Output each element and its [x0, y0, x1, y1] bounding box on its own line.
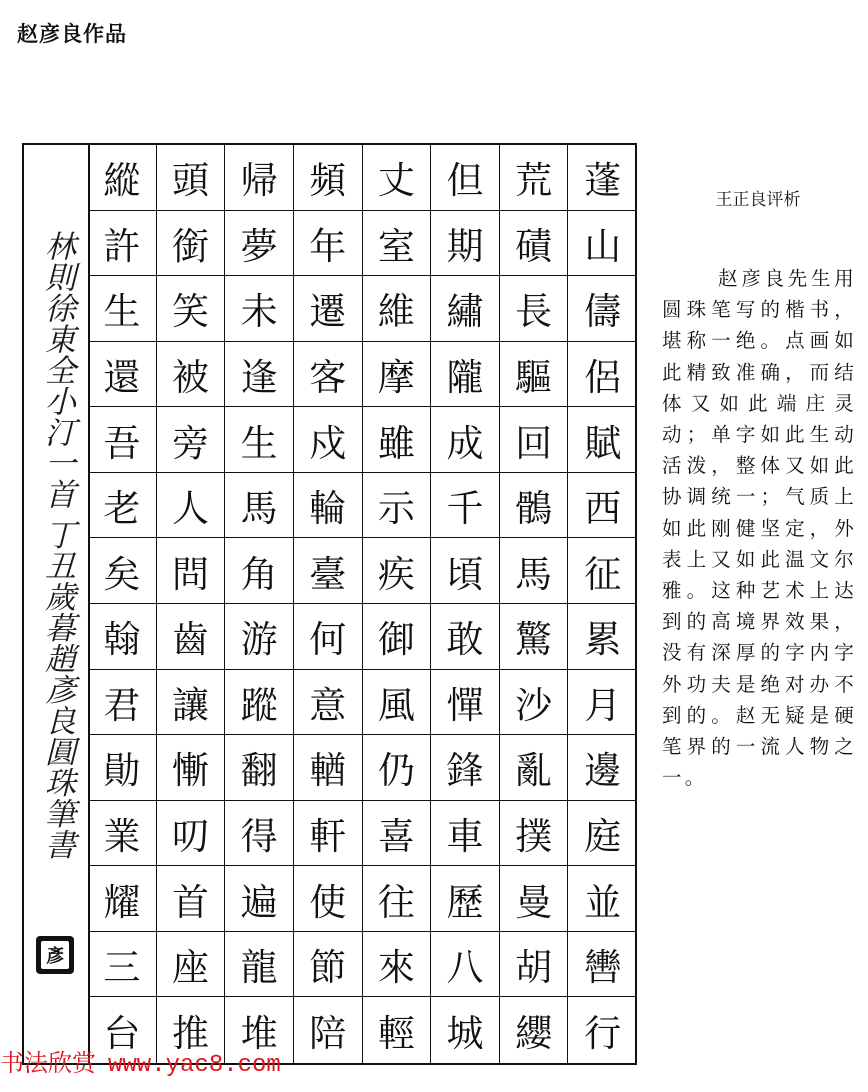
grid-cell: 城 — [431, 997, 500, 1063]
grid-cell: 轡 — [568, 932, 637, 998]
grid-cell: 推 — [157, 997, 226, 1063]
grid-cell: 馬 — [225, 473, 294, 539]
grid-cell: 未 — [225, 276, 294, 342]
grid-cell: 來 — [363, 932, 432, 998]
grid-cell: 邊 — [568, 735, 637, 801]
grid-cell: 遍 — [225, 866, 294, 932]
grid-cell: 鶻 — [500, 473, 569, 539]
grid-cell: 問 — [157, 538, 226, 604]
grid-cell: 耀 — [88, 866, 157, 932]
grid-cell: 賦 — [568, 407, 637, 473]
grid-cell: 業 — [88, 801, 157, 867]
grid-cell: 儔 — [568, 276, 637, 342]
grid-cell: 曼 — [500, 866, 569, 932]
grid-cell: 縱 — [88, 145, 157, 211]
grid-cell: 使 — [294, 866, 363, 932]
inscription-column — [24, 145, 90, 1063]
grid-cell: 繡 — [431, 276, 500, 342]
grid-cell: 矣 — [88, 538, 157, 604]
grid-cell: 山 — [568, 211, 637, 277]
grid-cell: 翻 — [225, 735, 294, 801]
grid-cell: 夢 — [225, 211, 294, 277]
watermark — [0, 1043, 281, 1079]
grid-cell: 期 — [431, 211, 500, 277]
grid-cell: 纓 — [500, 997, 569, 1063]
grid-cell: 疾 — [363, 538, 432, 604]
grid-cell: 座 — [157, 932, 226, 998]
grid-cell: 翰 — [88, 604, 157, 670]
watermark-text: 书法欣赏 — [0, 1049, 96, 1077]
grid-cell: 頃 — [431, 538, 500, 604]
grid-cell: 磧 — [500, 211, 569, 277]
grid-cell: 軒 — [294, 801, 363, 867]
grid-cell: 勛 — [88, 735, 157, 801]
grid-cell: 首 — [157, 866, 226, 932]
commentary-body: 赵彦良先生用圆珠笔写的楷书，堪称一绝。点画如此精致准确，而结体又如此端庄灵动；单字如此生动活泼，整体又如此协调统一；气质上如此刚健坚定，外表上又如此温文尔雅。这种艺术上达到的高境界效果，没有深厚的字内字外功夫是绝对办不到的。赵无疑是硬笔界的一流人物之一。 — [662, 267, 857, 790]
grid-cell: 摩 — [363, 342, 432, 408]
character-grid — [88, 145, 637, 1063]
grid-cell: 旁 — [157, 407, 226, 473]
grid-cell: 回 — [500, 407, 569, 473]
grid-cell: 君 — [88, 670, 157, 736]
grid-cell: 八 — [431, 932, 500, 998]
grid-cell: 叨 — [157, 801, 226, 867]
grid-cell: 庭 — [568, 801, 637, 867]
grid-cell: 雖 — [363, 407, 432, 473]
grid-cell: 頭 — [157, 145, 226, 211]
grid-cell: 輪 — [294, 473, 363, 539]
grid-cell: 丈 — [363, 145, 432, 211]
grid-cell: 笑 — [157, 276, 226, 342]
grid-cell: 沙 — [500, 670, 569, 736]
grid-cell: 長 — [500, 276, 569, 342]
grid-cell: 成 — [431, 407, 500, 473]
grid-cell: 游 — [225, 604, 294, 670]
grid-cell: 鋒 — [431, 735, 500, 801]
grid-cell: 室 — [363, 211, 432, 277]
grid-cell: 但 — [431, 145, 500, 211]
grid-cell: 被 — [157, 342, 226, 408]
grid-cell: 侶 — [568, 342, 637, 408]
grid-cell: 征 — [568, 538, 637, 604]
grid-cell: 往 — [363, 866, 432, 932]
grid-cell: 西 — [568, 473, 637, 539]
grid-cell: 生 — [88, 276, 157, 342]
grid-cell: 角 — [225, 538, 294, 604]
grid-cell: 頻 — [294, 145, 363, 211]
grid-cell: 歷 — [431, 866, 500, 932]
grid-cell: 生 — [225, 407, 294, 473]
grid-cell: 示 — [363, 473, 432, 539]
grid-cell: 人 — [157, 473, 226, 539]
commentary-panel — [662, 185, 857, 793]
grid-cell: 客 — [294, 342, 363, 408]
grid-cell: 年 — [294, 211, 363, 277]
grid-cell: 並 — [568, 866, 637, 932]
grid-cell: 月 — [568, 670, 637, 736]
grid-cell: 憚 — [431, 670, 500, 736]
grid-cell: 輶 — [294, 735, 363, 801]
grid-cell: 齒 — [157, 604, 226, 670]
grid-cell: 銜 — [157, 211, 226, 277]
grid-cell: 累 — [568, 604, 637, 670]
grid-cell: 還 — [88, 342, 157, 408]
grid-cell: 馬 — [500, 538, 569, 604]
grid-cell: 何 — [294, 604, 363, 670]
grid-cell: 隴 — [431, 342, 500, 408]
grid-cell: 輕 — [363, 997, 432, 1063]
page-title: 赵彦良作品 — [17, 22, 127, 46]
grid-cell: 荒 — [500, 145, 569, 211]
grid-cell: 遷 — [294, 276, 363, 342]
grid-cell: 許 — [88, 211, 157, 277]
grid-cell: 龍 — [225, 932, 294, 998]
grid-cell: 讓 — [157, 670, 226, 736]
grid-cell: 戍 — [294, 407, 363, 473]
commentary-title: 王正良评析 — [715, 190, 801, 210]
grid-cell: 堆 — [225, 997, 294, 1063]
grid-cell: 三 — [88, 932, 157, 998]
seal-character: 彥 — [41, 941, 69, 969]
grid-cell: 逢 — [225, 342, 294, 408]
calligraphy-frame — [22, 143, 637, 1065]
grid-cell: 車 — [431, 801, 500, 867]
grid-cell: 臺 — [294, 538, 363, 604]
watermark-url: www.yac8.com — [108, 1052, 281, 1079]
grid-cell: 行 — [584, 1012, 622, 1056]
grid-cell: 御 — [363, 604, 432, 670]
grid-cell: 蹤 — [225, 670, 294, 736]
grid-cell: 喜 — [363, 801, 432, 867]
grid-cell: 陪 — [294, 997, 363, 1063]
grid-cell: 驅 — [500, 342, 569, 408]
inscription-text: 林則徐東全小汀一首 丁丑歲暮趙彥良圓珠筆書 — [39, 230, 75, 860]
grid-cell: 台 — [88, 997, 157, 1063]
grid-cell: 節 — [294, 932, 363, 998]
grid-cell: 意 — [294, 670, 363, 736]
grid-cell: 仍 — [363, 735, 432, 801]
grid-cell: 撲 — [500, 801, 569, 867]
grid-cell: 亂 — [500, 735, 569, 801]
grid-cell: 得 — [225, 801, 294, 867]
grid-cell: 維 — [363, 276, 432, 342]
grid-cell: 慚 — [157, 735, 226, 801]
seal-stamp — [36, 936, 74, 974]
grid-cell: 蓬 — [568, 145, 637, 211]
grid-cell: 風 — [363, 670, 432, 736]
grid-cell: 驚 — [500, 604, 569, 670]
grid-cell: 敢 — [431, 604, 500, 670]
grid-cell: 千 — [431, 473, 500, 539]
grid-cell: 帰 — [225, 145, 294, 211]
grid-cell: 吾 — [88, 407, 157, 473]
grid-cell: 胡 — [500, 932, 569, 998]
grid-cell: 老 — [88, 473, 157, 539]
